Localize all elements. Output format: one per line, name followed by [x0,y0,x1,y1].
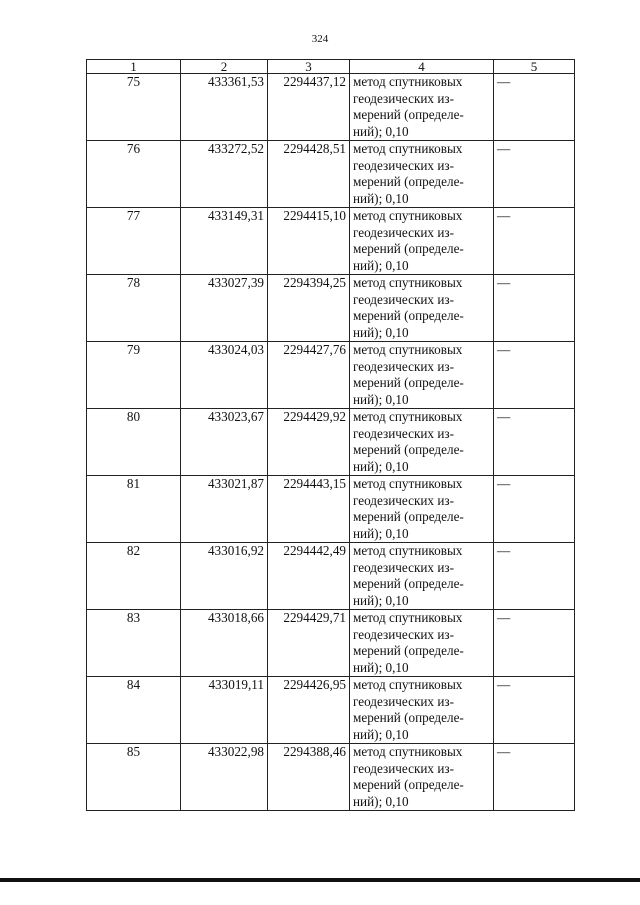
coordinate-y: 2294394,25 [268,275,350,342]
point-number: 76 [87,141,181,208]
coordinate-y: 2294443,15 [268,476,350,543]
coordinate-x: 433149,31 [181,208,268,275]
point-number: 78 [87,275,181,342]
table-row [87,342,575,409]
header-col-1: 1 [87,60,181,74]
method-description: метод спутниковых геодезических из-мерений (определе-ний); 0,10 [350,543,494,610]
coordinate-y: 2294442,49 [268,543,350,610]
coordinate-x: 433272,52 [181,141,268,208]
table-row [87,74,575,141]
method-description: метод спутниковых геодезических из-мерений (определе-ний); 0,10 [350,141,494,208]
note-dash: — [494,409,575,476]
point-number: 77 [87,208,181,275]
header-col-5: 5 [494,60,575,74]
coordinate-y: 2294437,12 [268,74,350,141]
coordinate-y: 2294428,51 [268,141,350,208]
coordinate-x: 433361,53 [181,74,268,141]
note-dash: — [494,610,575,677]
header-col-4: 4 [350,60,494,74]
header-col-3: 3 [268,60,350,74]
point-number: 84 [87,677,181,744]
point-number: 81 [87,476,181,543]
note-dash: — [494,141,575,208]
table-header-row [87,60,575,74]
point-number: 82 [87,543,181,610]
method-description: метод спутниковых геодезических из-мерений (определе-ний); 0,10 [350,677,494,744]
note-dash: — [494,208,575,275]
coordinate-x: 433024,03 [181,342,268,409]
method-description: метод спутниковых геодезических из-мерений (определе-ний); 0,10 [350,342,494,409]
note-dash: — [494,476,575,543]
coordinate-x: 433022,98 [181,744,268,811]
note-dash: — [494,744,575,811]
coordinate-x: 433016,92 [181,543,268,610]
table-row [87,141,575,208]
page-number: 324 [311,33,329,45]
coordinate-x: 433021,87 [181,476,268,543]
method-description: метод спутниковых геодезических из-мерений (определе-ний); 0,10 [350,476,494,543]
table-row [87,409,575,476]
coordinate-y: 2294426,95 [268,677,350,744]
coordinates-table [86,59,575,811]
method-description: метод спутниковых геодезических из-мерений (определе-ний); 0,10 [350,275,494,342]
coordinate-y: 2294429,92 [268,409,350,476]
note-dash: — [494,275,575,342]
coordinate-y: 2294427,76 [268,342,350,409]
table-row [87,610,575,677]
bottom-rule [0,878,640,882]
table-row [87,744,575,811]
coordinate-x: 433018,66 [181,610,268,677]
method-description: метод спутниковых геодезических из-мерений (определе-ний); 0,10 [350,744,494,811]
table-row [87,275,575,342]
point-number: 75 [87,74,181,141]
method-description: метод спутниковых геодезических из-мерений (определе-ний); 0,10 [350,610,494,677]
coordinate-y: 2294388,46 [268,744,350,811]
note-dash: — [494,543,575,610]
point-number: 85 [87,744,181,811]
method-description: метод спутниковых геодезических из-мерений (определе-ний); 0,10 [350,409,494,476]
table-row [87,476,575,543]
coordinate-x: 433019,11 [181,677,268,744]
header-col-2: 2 [181,60,268,74]
table-row [87,677,575,744]
coordinate-x: 433027,39 [181,275,268,342]
note-dash: — [494,677,575,744]
table-row [87,208,575,275]
method-description: метод спутниковых геодезических из-мерений (определе-ний); 0,10 [350,208,494,275]
point-number: 79 [87,342,181,409]
coordinate-y: 2294429,71 [268,610,350,677]
note-dash: — [494,74,575,141]
point-number: 80 [87,409,181,476]
note-dash: — [494,342,575,409]
coordinate-y: 2294415,10 [268,208,350,275]
point-number: 83 [87,610,181,677]
table-row [87,543,575,610]
method-description: метод спутниковых геодезических из-мерений (определе-ний); 0,10 [350,74,494,141]
coordinate-x: 433023,67 [181,409,268,476]
